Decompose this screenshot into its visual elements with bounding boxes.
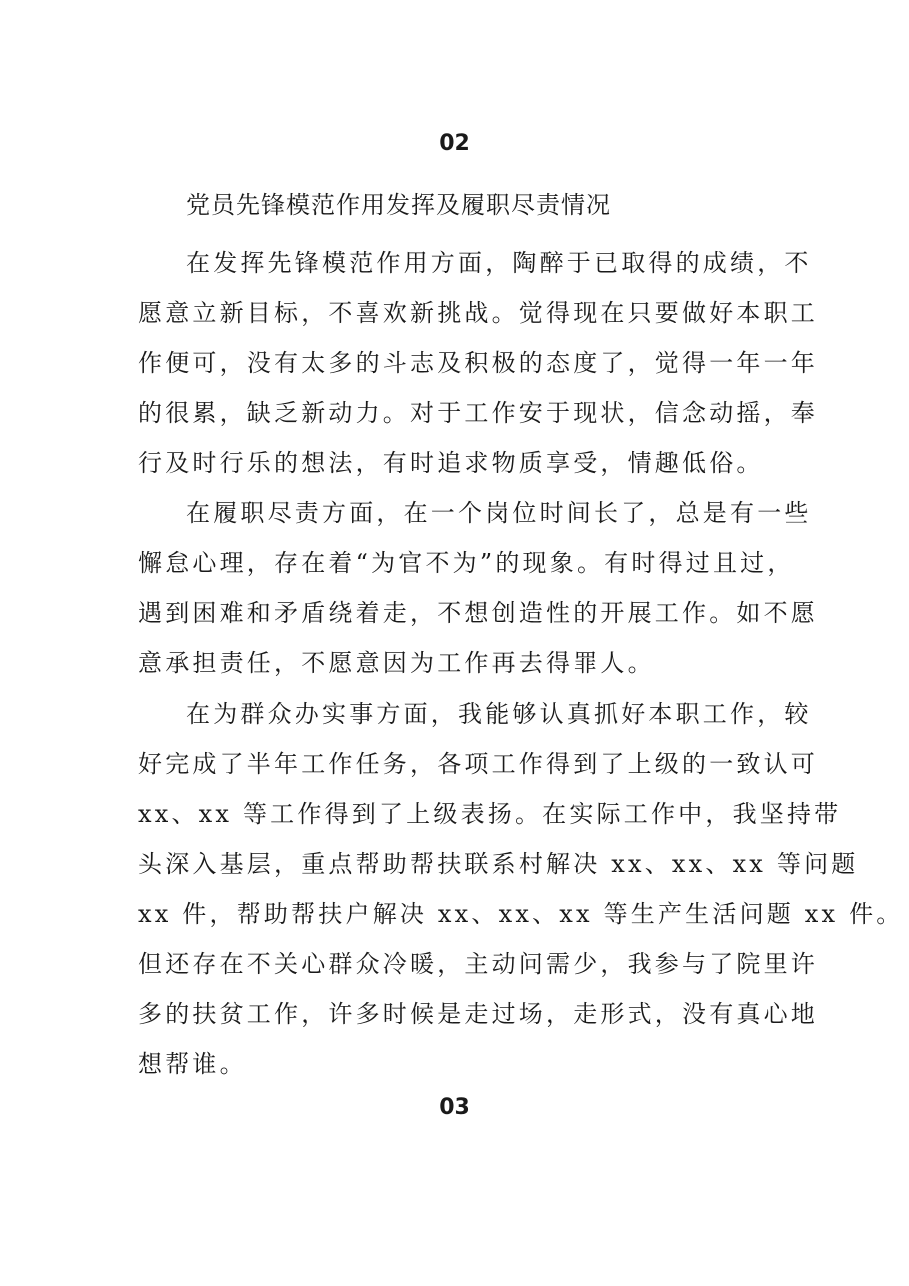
paragraph-line: xx、xx 等工作得到了上级表扬。在实际工作中，我坚持带 xyxy=(138,800,842,828)
paragraph-line: 好完成了半年工作任务，各项工作得到了上级的一致认可 xyxy=(138,750,818,778)
paragraph-line: 在为群众办实事方面，我能够认真抓好本职工作，较 xyxy=(186,700,812,728)
paragraph-line: 在履职尽责方面，在一个岗位时间长了，总是有一些 xyxy=(186,499,812,527)
paragraph-line: 想帮谁。 xyxy=(138,1050,247,1078)
paragraph-line: xx 件，帮助帮扶户解决 xx、xx、xx 等生产生活问题 xx 件。 xyxy=(138,900,904,928)
paragraph-line: 头深入基层，重点帮助帮扶联系村解决 xx、xx、xx 等问题 xyxy=(138,850,859,878)
paragraph-duty-performance xyxy=(138,488,818,688)
paragraph-serving-masses xyxy=(138,689,904,1089)
paragraph-line: 在发挥先锋模范作用方面，陶醉于已取得的成绩，不 xyxy=(186,249,812,277)
paragraph-line: 懈怠心理，存在着“为官不为”的现象。有时得过且过， xyxy=(138,549,795,577)
paragraph-line: 遇到困难和矛盾绕着走，不想创造性的开展工作。如不愿 xyxy=(138,599,818,627)
section-number-03: 03 xyxy=(439,1095,470,1120)
paragraph-line: 但还存在不关心群众冷暖，主动问需少，我参与了院里许 xyxy=(138,950,818,978)
section-heading: 党员先锋模范作用发挥及履职尽责情况 xyxy=(186,191,611,219)
paragraph-line: 作便可，没有太多的斗志及积极的态度了，觉得一年一年 xyxy=(138,349,818,377)
paragraph-line: 行及时行乐的想法，有时追求物质享受，情趣低俗。 xyxy=(138,449,764,477)
paragraph-line: 愿意立新目标，不喜欢新挑战。觉得现在只要做好本职工 xyxy=(138,299,818,327)
paragraph-line: 意承担责任，不愿意因为工作再去得罪人。 xyxy=(138,649,655,677)
paragraph-line: 多的扶贫工作，许多时候是走过场，走形式，没有真心地 xyxy=(138,1000,818,1028)
paragraph-line: 的很累，缺乏新动力。对于工作安于现状，信念动摇，奉 xyxy=(138,399,818,427)
section-number-02: 02 xyxy=(439,131,470,156)
paragraph-vanguard-role xyxy=(138,238,818,488)
